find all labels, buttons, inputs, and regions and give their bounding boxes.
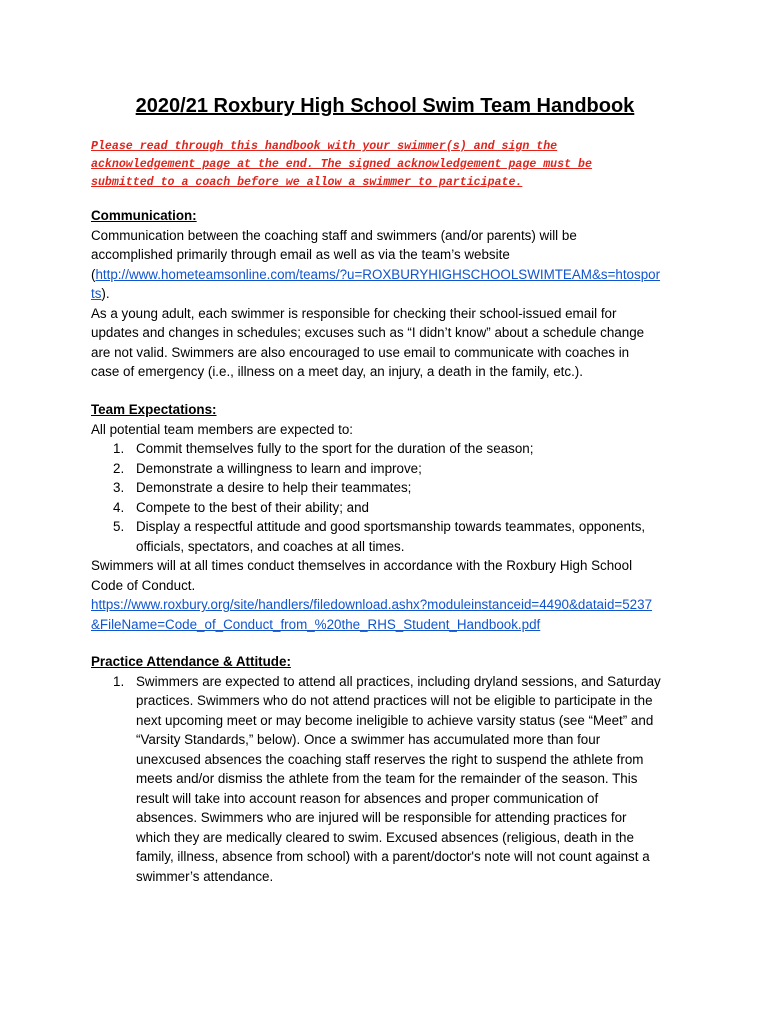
code-of-conduct-link[interactable]: https://www.roxbury.org/site/handlers/filedownload.ashx?moduleinstanceid=4490&dataid=5237	[91, 597, 653, 612]
paragraph-line: All potential team members are expected to:	[91, 421, 353, 437]
communication-section	[91, 206, 691, 382]
list-item-continuation: officials, spectators, and coaches at all times.	[136, 538, 405, 554]
list-item	[91, 478, 691, 498]
paragraph-line: updates and changes in schedules; excuses such as “I didn’t know” about a schedule change	[91, 325, 645, 340]
page-title: 2020/21 Roxbury High School Swim Team Handbook	[135, 95, 635, 117]
code-of-conduct-link-cont[interactable]: &FileName=Code_of_Conduct_from_%20the_RHS_Student_Handbook.pdf	[91, 616, 541, 632]
list-text: Swimmers are expected to attend all practices, including dryland sessions, and Saturday	[136, 673, 661, 689]
list-text: Demonstrate a desire to help their teammates;	[136, 480, 412, 495]
list-number: 3.	[113, 480, 125, 495]
website-link-line	[91, 265, 691, 285]
list-text: Compete to the best of their ability; and	[136, 499, 369, 515]
notice-line: acknowledgement page at the end. The signed acknowledgement page must be	[91, 158, 592, 171]
list-item-continuation: which they are medically cleared to swim. Excused absences (religious, death in the	[136, 829, 634, 845]
paragraph-line: are not valid. Swimmers are also encouraged to use email to communicate with coaches in	[91, 344, 630, 360]
list-number: 2.	[113, 460, 125, 476]
list-text: Commit themselves fully to the sport for the duration of the season;	[136, 441, 534, 456]
paragraph-line: Communication between the coaching staff and swimmers (and/or parents) will be	[91, 227, 577, 243]
notice-line: Please read through this handbook with your swimmer(s) and sign the	[91, 140, 558, 153]
paragraph-line: case of emergency (i.e., illness on a meet day, an injury, a death in the family, etc.).	[91, 364, 583, 379]
list-number: 1.	[113, 441, 125, 456]
list-item-continuation: swimmer’s attendance.	[136, 868, 274, 884]
paren-open: (	[91, 266, 96, 282]
acknowledgement-notice	[91, 138, 691, 192]
list-item	[91, 439, 691, 459]
list-item	[91, 498, 691, 518]
list-item-continuation: next upcoming meet or may become ineligible to achieve varsity status (see “Meet” and	[136, 712, 654, 728]
team-website-link-cont[interactable]: ts	[91, 286, 102, 301]
communication-heading: Communication:	[91, 208, 197, 223]
list-item-continuation: absences. Swimmers who are injured will be responsible for attending practices for	[136, 810, 627, 825]
list-item-continuation: meets and/or dismiss the athlete from the team for the remainder of the season. This	[136, 771, 638, 786]
paragraph-line: As a young adult, each swimmer is responsible for checking their school-issued email for	[91, 305, 617, 321]
paragraph-line: Swimmers will at all times conduct themselves in accordance with the Roxbury High School	[91, 558, 633, 573]
paragraph-line: Code of Conduct.	[91, 577, 196, 593]
expectations-section	[91, 400, 691, 634]
list-number: 4.	[113, 499, 125, 515]
list-item-continuation: “Varsity Standards,” below). Once a swimmer has accumulated more than four	[136, 732, 601, 747]
expectations-heading: Team Expectations:	[91, 402, 217, 417]
list-text: Display a respectful attitude and good sportsmanship towards teammates, opponents,	[136, 519, 646, 534]
list-text: Demonstrate a willingness to learn and improve;	[136, 460, 422, 476]
list-item	[91, 459, 691, 479]
list-number: 5.	[113, 519, 125, 534]
paren-close: ).	[101, 286, 110, 301]
list-item	[91, 672, 691, 692]
website-link-line	[91, 284, 691, 304]
list-item	[91, 517, 691, 537]
list-item-continuation: result will take into account reason for absences and proper communication of	[136, 790, 599, 806]
list-item-continuation: unexcused absences the coaching staff reserves the right to suspend the athlete from	[136, 751, 644, 767]
list-item-continuation: family, illness, absence from school) with a parent/doctor's note will not count against a	[136, 849, 650, 864]
team-website-link[interactable]: http://www.hometeamsonline.com/teams/?u=ROXBURYHIGHSCHOOLSWIMTEAM&s=htospor	[95, 266, 661, 282]
practice-heading: Practice Attendance & Attitude:	[91, 654, 291, 669]
notice-line: submitted to a coach before we allow a swimmer to participate.	[91, 176, 523, 189]
list-item-continuation: practices. Swimmers who do not attend practices will not be eligible to participate in the	[136, 693, 653, 708]
paragraph-line: accomplished primarily through email as well as via the team’s website	[91, 247, 510, 262]
practice-section	[91, 652, 691, 886]
list-number: 1.	[113, 673, 125, 689]
